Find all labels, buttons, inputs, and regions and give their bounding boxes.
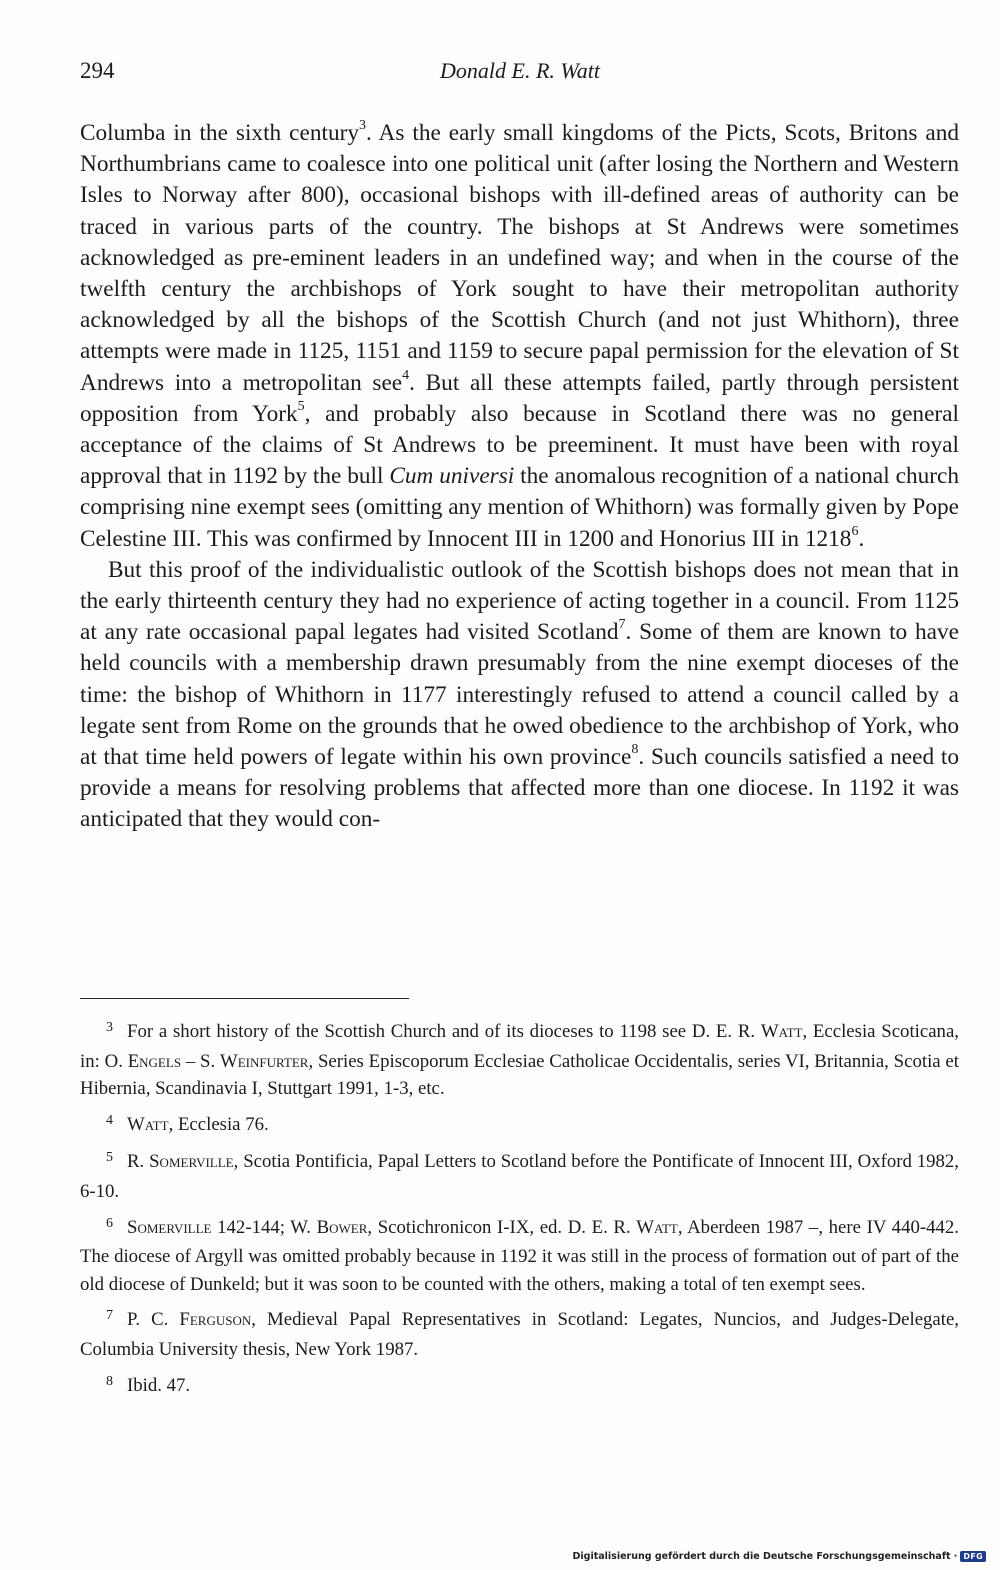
footnote-7	[80, 1306, 959, 1363]
footnote-number: 3	[106, 1020, 113, 1035]
author-name: Ferguson	[179, 1309, 252, 1331]
running-head: Donald E. R. Watt	[440, 58, 600, 83]
text-run: Columba in the sixth century	[80, 120, 360, 146]
footnote-number: 8	[106, 1373, 113, 1389]
text-run: – S.	[181, 1050, 220, 1072]
footnote-number: 7	[106, 1308, 113, 1324]
text-run: , Ecclesia 76.	[168, 1113, 269, 1135]
text-run: For a short history of the Scottish Church and of its dioceses to 1198 see D. E. R.	[127, 1021, 761, 1042]
text-run: , Scotichronicon I-IX, ed. D. E. R.	[367, 1216, 637, 1238]
author-name: Watt	[127, 1113, 169, 1135]
text-run: .	[858, 525, 865, 552]
dfg-logo-icon: DFG	[960, 1551, 986, 1562]
body-text	[80, 118, 959, 836]
footnotes	[80, 1018, 959, 1409]
footnote-ref-5[interactable]: 5	[297, 399, 305, 415]
author-name: Somerville	[127, 1216, 212, 1238]
text-run: , Series Episcoporum Ecclesiae Catholicae Occidentalis, series VI, Britannia, Scotia et Hibernia, Scandinavia I, Stuttgart 1991, 1-3, etc.	[80, 1050, 959, 1100]
author-name: Watt	[636, 1216, 678, 1238]
text-run: , Scotia Pontificia, Papal Letters to Scotland before the Pontificate of Innocent III, Oxford 1982, 6-10.	[80, 1151, 959, 1202]
paragraph-2	[80, 555, 959, 836]
text-run: , and probably also because in Scotland there was no general acceptance of the claims of St Andrews to be preeminent. It must have been with royal approval that in 1192 by the bull	[80, 400, 959, 490]
footnote-divider	[80, 998, 409, 999]
text-run: But this proof of the individualistic outlook of the Scottish bishops does not mean that in the early thirteenth century they had no experience of acting together in a council. From 1125 at any rate occasional papal legates had visited Scotland	[80, 556, 959, 646]
footnote-4	[80, 1111, 959, 1141]
digitization-credit	[573, 1551, 986, 1562]
text-run: P. C.	[127, 1309, 180, 1331]
text-run: . But all these attempts failed, partly through persistent opposition from York	[80, 369, 960, 427]
italic-title: Cum universi	[389, 463, 515, 490]
footnote-ref-4[interactable]: 4	[402, 367, 410, 383]
footnote-6	[80, 1214, 959, 1299]
text-run: . As the early small kingdoms of the Picts, Scots, Britons and Northumbrians came to coalesce into one political unit (after losing the Northern and Western Isles to Norway after 800), occasional bishops with ill-defined areas of authority can be traced in various parts of the country. The bishops at St Andrews were sometimes acknowledged as pre-eminent leaders in an undefined way; and when in the course of the twelfth century the archbishops of York sought to have their metropolitan authority acknowledged by all the bishops of the Scottish Church (and not just Whithorn), three attempts were made in 1125, 1151 and 1159 to secure papal permission for the elevation of St Andrews into a metropolitan see	[80, 120, 959, 396]
text-run: the anomalous recognition of a national church comprising nine exempt sees (omitting any mention of Whithorn) was formally given by Pope Celestine III. This was confirmed by Innocent III in 1200 and Honorius III in 1218	[80, 463, 959, 552]
page-header	[80, 58, 960, 94]
footnote-ref-8[interactable]: 8	[631, 742, 639, 758]
author-name: Somerville	[149, 1151, 234, 1173]
footnote-5	[80, 1148, 959, 1205]
text-run: . Such councils satisfied a need to provide a means for resolving problems that affected more than one diocese. In 1192 it was anticipated that they would con-	[80, 744, 959, 833]
footnote-number: 5	[106, 1150, 113, 1166]
text-run: R.	[127, 1151, 150, 1173]
author-name: Weinfurter	[220, 1050, 309, 1072]
footnote-ref-3[interactable]: 3	[359, 118, 367, 134]
footnote-number: 6	[106, 1215, 113, 1231]
text-run: . Some of them are known to have held councils with a membership drawn presumably from the nine exempt dioceses of the time: the bishop of Whithorn in 1177 interestingly refused to attend a council called by a legate sent from Rome on the grounds that he owed obedience to the archbishop of York, who at that time held powers of legate within his own province	[80, 619, 959, 771]
footnote-ref-6[interactable]: 6	[851, 523, 859, 539]
text-run: , Ecclesia Scoticana, in: O.	[80, 1021, 959, 1072]
footnote-ref-7[interactable]: 7	[618, 617, 626, 633]
author-name: Bower	[316, 1216, 368, 1238]
paragraph-1	[80, 118, 959, 555]
credit-text: Digitalisierung gefördert durch die Deutsche Forschungsgemeinschaft ·	[572, 1551, 958, 1562]
author-name: Watt	[760, 1021, 803, 1042]
footnote-8	[80, 1372, 959, 1402]
text-run: , Medieval Papal Representatives in Scotland: Legates, Nuncios, and Judges-Delegate, Columbia University thesis, New York 1987.	[80, 1309, 960, 1360]
text-run: Ibid. 47.	[127, 1374, 191, 1396]
footnote-number: 4	[106, 1112, 113, 1128]
footnote-3	[80, 1018, 959, 1103]
author-name: Engels	[127, 1050, 182, 1072]
page-number: 294	[80, 58, 115, 83]
text-run: , Aberdeen 1987 –, here IV 440-442. The diocese of Argyll was omitted probably because in 1192 it was still in the process of formation out of part of the old diocese of Dunkeld; but it was soon to be counted with the others, making a total of ten exempt sees.	[80, 1216, 959, 1295]
text-run: 142-144; W.	[211, 1216, 317, 1238]
